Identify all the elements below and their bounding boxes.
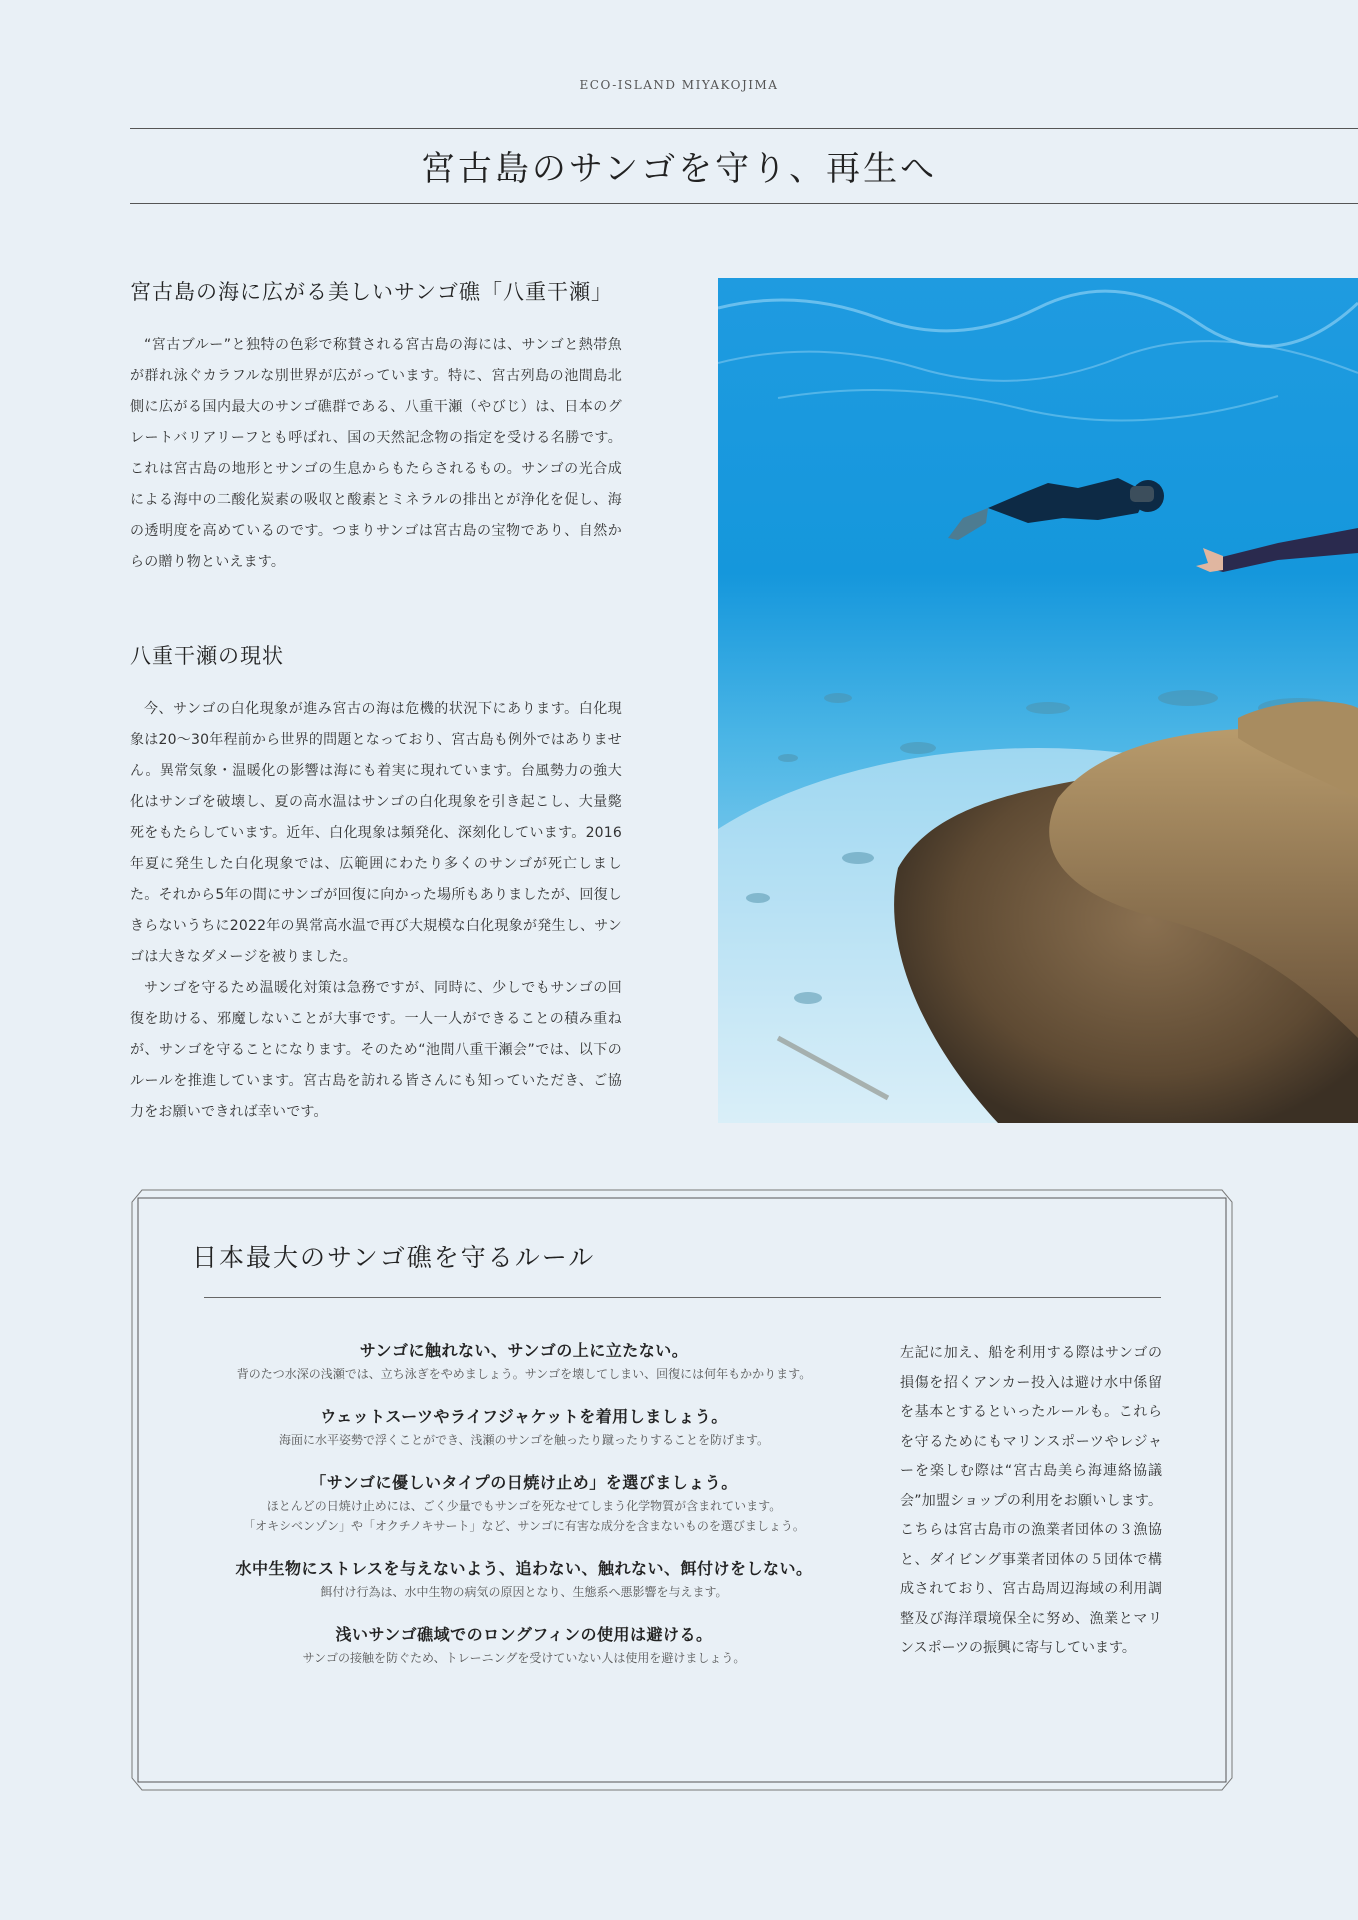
title-band <box>130 128 1358 204</box>
page-title: 宮古島のサンゴを守り、再生へ <box>420 149 938 189</box>
eyebrow: ECO-ISLAND MIYAKOJIMA <box>579 78 779 92</box>
rule-description: サンゴの接触を防ぐため、トレーニングを受けていない人は使用を避けましょう。 <box>302 1651 746 1665</box>
rules-title: 日本最大のサンゴ礁を守るルール <box>192 1243 596 1272</box>
rule-heading: サンゴに触れない、サンゴの上に立たない。 <box>359 1341 689 1360</box>
rule-description: 餌付け行為は、水中生物の病気の原因となり、生態系へ悪影響を与えます。 <box>320 1585 728 1599</box>
section-body-reef <box>130 330 622 578</box>
rule-description: 背のたつ水深の浅瀬では、立ち泳ぎをやめましょう。サンゴを壊してしまい、回復には何年もかかります。 <box>236 1367 812 1381</box>
section-heading-status: 八重干瀬の現状 <box>130 644 284 668</box>
rule-description: 「オキシベンゾン」や「オクチノキサート」など、サンゴに有害な成分を含まないものを選びましょう。 <box>243 1519 805 1533</box>
rule-item <box>204 1470 844 1536</box>
rule-description: ほとんどの日焼け止めには、ごく少量でもサンゴを死なせてしまう化学物質が含まれています。 <box>266 1499 782 1513</box>
section-heading-reef: 宮古島の海に広がる美しいサンゴ礁「八重干瀬」 <box>130 280 613 304</box>
rule-heading: 「サンゴに優しいタイプの日焼け止め」を選びましょう。 <box>310 1473 738 1492</box>
paragraph: 今、サンゴの白化現象が進み宮古の海は危機的状況下にあります。白化現象は20〜30年程前から世界的問題となっており、宮古島も例外ではありません。異常気象・温暖化の影響は海にも着実に現れています。台風勢力の強大化はサンゴを破壊し、夏の高水温はサンゴの白化現象を引き起こし、大量斃死をもたらしています。近年、白化現象は頻発化、深刻化しています。2016年夏に発生した白化現象では、広範囲にわたり多くのサンゴが死亡しました。それから5年の間にサンゴが回復に向かった場所もありましたが、回復しきらないうちに2022年の異常高水温で再び大規模な白化現象が発生し、サンゴは大きなダメージを被りました。 <box>130 701 622 965</box>
rule-heading: 水中生物にストレスを与えないよう、追わない、触れない、餌付けをしない。 <box>235 1559 813 1578</box>
section-body-status <box>130 694 622 1128</box>
rule-item <box>204 1404 844 1450</box>
paragraph: サンゴを守るため温暖化対策は急務ですが、同時に、少しでもサンゴの回復を助ける、邪魔しないことが大事です。一人一人ができることの積み重ねが、サンゴを守ることになります。そのため“池間八重干瀬会”では、以下のルールを推進しています。宮古島を訪れる皆さんにも知っていただき、ご協力をお願いできれば幸いです。 <box>130 980 622 1120</box>
rule-item <box>204 1622 844 1668</box>
paragraph: “宮古ブルー”と独特の色彩で称賛される宮古島の海には、サンゴと熱帯魚が群れ泳ぐカラフルな別世界が広がっています。特に、宮古列島の池間島北側に広がる国内最大のサンゴ礁群である、八重干瀬（やびじ）は、日本のグレートバリアリーフとも呼ばれ、国の天然記念物の指定を受ける名勝です。これは宮古島の地形とサンゴの生息からもたらされるもの。サンゴの光合成による海中の二酸化炭素の吸収と酸素とミネラルの排出とが浄化を促し、海の透明度を高めているのです。つまりサンゴは宮古島の宝物であり、自然からの贈り物といえます。 <box>130 337 622 570</box>
rule-heading: 浅いサンゴ礁域でのロングフィンの使用は避ける。 <box>335 1625 713 1644</box>
rule-description: 海面に水平姿勢で浮くことができ、浅瀬のサンゴを触ったり蹴ったりすることを防げます。 <box>279 1433 769 1447</box>
rule-heading: ウェットスーツやライフジャケットを着用しましょう。 <box>320 1407 728 1426</box>
side-note: 左記に加え、船を利用する際はサンゴの損傷を招くアンカー投入は避け水中係留を基本とするといったルールも。これらを守るためにもマリンスポーツやレジャーを楽しむ際は“宮古島美ら海連絡協議会”加盟ショップの利用をお願いします。こちらは宮古島市の漁業者団体の３漁協と、ダイビング事業者団体の５団体で構成されており、宮古島周辺海域の利用調整及び海洋環境保全に努め、漁業とマリンスポーツの振興に寄与しています。 <box>900 1345 1162 1656</box>
rules-divider <box>204 1297 1161 1298</box>
rule-item <box>204 1338 844 1384</box>
underwater-photo <box>718 278 1358 1123</box>
rules-list <box>204 1338 844 1688</box>
rule-item <box>204 1556 844 1602</box>
